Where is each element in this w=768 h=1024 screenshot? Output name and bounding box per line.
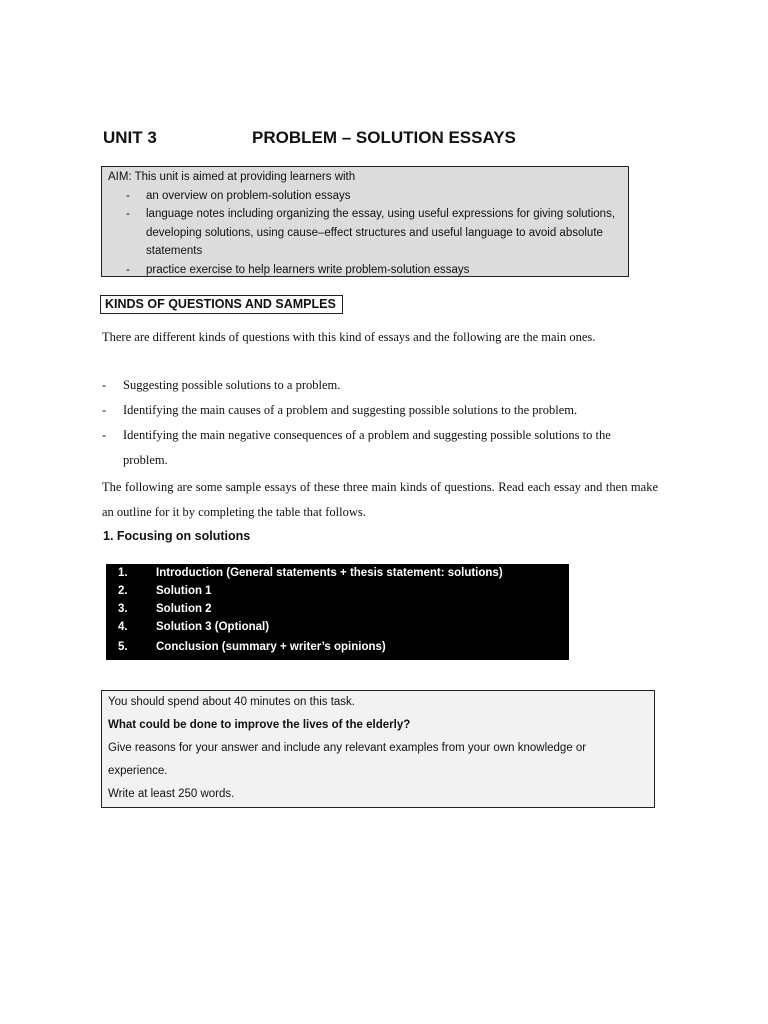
outline-text: Solution 2	[156, 603, 212, 615]
bullet-icon: -	[102, 378, 107, 392]
kind-item-text: Identifying the main causes of a problem and suggesting possible solutions to the problem.	[123, 403, 578, 417]
unit-title: PROBLEM – SOLUTION ESSAYS	[252, 128, 516, 147]
outline-table	[106, 564, 569, 660]
bullet-icon: -	[126, 208, 130, 220]
aim-item-text: an overview on problem-solution essays	[146, 189, 351, 202]
outline-number: 3.	[118, 603, 128, 615]
kinds-list	[102, 373, 658, 473]
bullet-icon: -	[126, 263, 130, 276]
task-instructions: Give reasons for your answer and include any relevant examples from your own knowledge or experience.	[108, 742, 587, 777]
section-heading: KINDS OF QUESTIONS AND SAMPLES	[100, 295, 343, 314]
kind-item	[102, 423, 658, 473]
outline-number: 4.	[118, 621, 128, 633]
section-intro: There are different kinds of questions with this kind of essays and the following are the main ones.	[102, 330, 596, 344]
outline-text: Solution 1	[156, 585, 212, 597]
outline-text: Conclusion (summary + writer’s opinions)	[156, 641, 386, 653]
bullet-icon: -	[102, 403, 107, 417]
task-time: You should spend about 40 minutes on this task.	[108, 696, 355, 708]
aim-intro: AIM: This unit is aimed at providing learners with	[108, 171, 356, 183]
section-follow: The following are some sample essays of these three main kinds of questions. Read each essay and then make an outline for it by completing the table that follows.	[102, 480, 658, 519]
bullet-icon: -	[126, 189, 130, 202]
task-question: What could be done to improve the lives of the elderly?	[108, 719, 411, 731]
outline-text: Introduction (General statements + thesis statement: solutions)	[156, 567, 503, 579]
task-word-limit: Write at least 250 words.	[108, 788, 235, 800]
kind-item-text: Suggesting possible solutions to a problem.	[123, 378, 341, 392]
bullet-icon: -	[102, 428, 107, 442]
aim-list	[108, 187, 622, 280]
kind-item	[102, 373, 658, 398]
aim-item	[108, 261, 622, 280]
task-box	[101, 690, 655, 808]
unit-label: UNIT 3	[103, 128, 157, 147]
outline-text: Solution 3 (Optional)	[156, 621, 270, 633]
outline-number: 2.	[118, 585, 128, 597]
aim-item	[108, 205, 622, 261]
aim-item	[108, 187, 622, 206]
aim-item-text: practice exercise to help learners write problem-solution essays	[146, 263, 470, 276]
aim-item-text: language notes including organizing the essay, using useful expressions for giving solutions, developing solutions, using cause–effect structures and useful language to avoid absolute statements	[146, 208, 616, 257]
subsection-title: 1. Focusing on solutions	[103, 529, 251, 543]
outline-number: 1.	[118, 567, 128, 579]
outline-number: 5.	[118, 641, 128, 653]
kind-item-text: Identifying the main negative consequences of a problem and suggesting possible solutions to the problem.	[123, 428, 611, 467]
kind-item	[102, 398, 658, 423]
aim-box	[101, 166, 629, 277]
